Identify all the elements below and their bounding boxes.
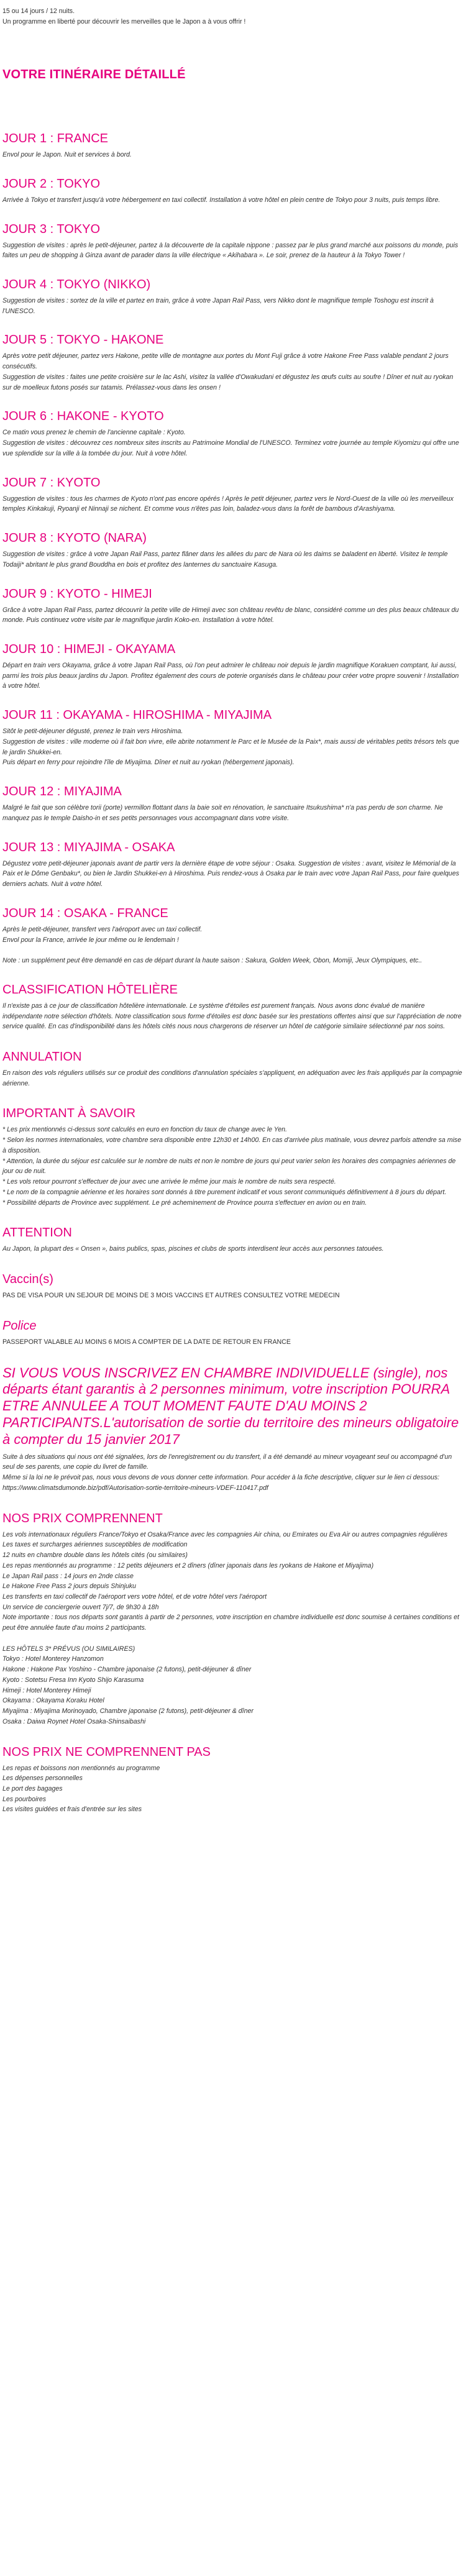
list-item: Les transferts en taxi collectif de l'aéroport vers votre hôtel, et de votre hôtel vers l'aéroport: [2, 1593, 267, 1601]
day-block: [2, 906, 464, 966]
day-text: Après le petit-déjeuner, transfert vers l'aéroport avec un taxi collectif.: [2, 925, 203, 933]
section-police: [2, 1318, 464, 1348]
section-included: [2, 1511, 464, 1727]
section-line: * Attention, la durée du séjour est calculée sur le nombre de nuits et non le nombre de jours qui peut varier selon les horaires des compagnies aériennes de jour ou de nuit.: [2, 1157, 456, 1176]
day-block: [2, 642, 464, 692]
day-text: Grâce à votre Japan Rail Pass, partez découvrir la petite ville de Himeji avec son château revêtu de blanc, considéré comme un des plus beaux châteaux du monde. Puis continuez votre visite par le magnifique jardin Koko-en. Installation à votre hôtel.: [2, 606, 459, 624]
day-text: Sitôt le petit-déjeuner dégusté, prenez le train vers Hiroshima.: [2, 728, 183, 736]
day-title: JOUR 11 : OKAYAMA - HIROSHIMA - MIYAJIMA: [2, 708, 272, 723]
day-block: [2, 587, 464, 626]
day-text: Après votre petit déjeuner, partez vers Hakone, petite ville de montagne aux portes du Mont Fuji grâce à votre Hakone Free Pass valable pendant 2 jours consécutifs.: [2, 352, 449, 371]
main-title: VOTRE ITINÉRAIRE DÉTAILLÉ: [2, 68, 186, 82]
section-text: En raison des vols réguliers utilisés sur ce produit des conditions d'annulation spéciales s'appliquent, en adéquation avec les frais appliqués par la compagnie aérienne.: [2, 1069, 462, 1087]
section-classification: [2, 982, 464, 1032]
day-title: JOUR 3 : TOKYO: [2, 222, 101, 236]
day-text: Suggestion de visites : grâce à votre Japan Rail Pass, partez flâner dans les allées du parc de Nara où les daims se baladent en liberté. Visitez le temple Todaiji* abritant le plus grand Bouddha en bois et profitez des lanternes du sanctuaire Kasuga.: [2, 550, 448, 569]
list-item: Kyoto : Sotetsu Fresa Inn Kyoto Shijo Karasuma: [2, 1676, 144, 1684]
section-single-room-warning: [2, 1365, 464, 1494]
list-item: Les taxes et surcharges aériennes susceptibles de modification: [2, 1541, 188, 1549]
list-item: 12 nuits en chambre double dans les hôtels cités (ou similaires): [2, 1551, 188, 1560]
section-line: Même si la loi ne le prévoit pas, nous vous devons de vous donner cette information. Pour accéder à la fiche descriptive, cliquer sur le lien ci dessous:: [2, 1474, 440, 1482]
section-title: Police: [2, 1318, 37, 1333]
list-item: Le Japan Rail pass : 14 jours en 2nde classe: [2, 1572, 134, 1580]
list-item: Le Hakone Free Pass 2 jours depuis Shinjuku: [2, 1583, 136, 1591]
day-text: Malgré le fait que son célèbre torii (porte) vermillon flottant dans la baie soit en rénovation, le sanctuaire Itsukushima* n'a pas perdu de son charme. Ne manquez pas le temple Daisho-in et ses petits personnages vous accompagnant dans votre visite.: [2, 804, 443, 822]
list-item: Le port des bagages: [2, 1785, 63, 1793]
section-line: * Possibilité départs de Province avec supplément. Le pré acheminement de Province pourra s'effectuer en avion ou en train.: [2, 1199, 367, 1207]
day-title: JOUR 13 : MIYAJIMA - OSAKA: [2, 840, 175, 854]
day-text: Départ en train vers Okayama, grâce à votre Japan Rail Pass, où l'on peut admirer le château noir depuis le jardin magnifique Korakuen comptant, lui aussi, parmi les trois plus beaux jardins du Japon. Profitez également des cours de poterie organisés dans le château pour créer votre propre souvenir ! Installation à votre hôtel.: [2, 662, 459, 690]
day-text: [2, 945, 464, 956]
day-text: Envol pour la France, arrivée le jour même ou le lendemain !: [2, 936, 179, 944]
section-title: NOS PRIX NE COMPRENNENT PAS: [2, 1745, 211, 1759]
day-text: Puis départ en ferry pour rejoindre l'île de Miyajima. Dîner et nuit au ryokan (hébergement japonais).: [2, 759, 295, 767]
list-item: Okayama : Okayama Koraku Hotel: [2, 1697, 104, 1705]
list-item: Tokyo : Hotel Monterey Hanzomon: [2, 1655, 104, 1663]
day-block: [2, 176, 464, 206]
list-item: Hakone : Hakone Pax Yoshino - Chambre japonaise (2 futons), petit-déjeuner & dîner: [2, 1666, 252, 1674]
list-item: Les repas et boissons non mentionnés au programme: [2, 1764, 160, 1772]
list-item: Les pourboires: [2, 1795, 47, 1803]
section-title: CLASSIFICATION HÔTELIÈRE: [2, 982, 178, 997]
day-title: JOUR 6 : HAKONE - KYOTO: [2, 409, 164, 424]
list-item: Note importante : tous nos départs sont garantis à partir de 2 personnes, votre inscription en chambre individuelle est donc soumise à certaines conditions et peut être annulée faute d'au moins 2 participants.: [2, 1614, 459, 1632]
day-block: [2, 131, 464, 160]
section-title: NOS PRIX COMPRENNENT: [2, 1511, 163, 1525]
day-block: [2, 531, 464, 570]
day-title: JOUR 14 : OSAKA - FRANCE: [2, 906, 168, 920]
minors-authorization-link[interactable]: https://www.climatsdumonde.biz/pdf/Autorisation-sortie-territoire-mineurs-VDEF-110417.pdf: [2, 1484, 268, 1492]
list-item: Les visites guidées et frais d'entrée sur les sites: [2, 1806, 142, 1814]
day-text: Suggestion de visites : après le petit-déjeuner, partez à la découverte de la capitale nippone : passez par le plus grand marché aux poissons du monde, puis faites un peu de shopping à Ginza avant de parader dans la ville électrique « Akihabara ». Le soir, prenez de la hauteur à la Tokyo Tower !: [2, 241, 459, 260]
section-title: SI VOUS VOUS INSCRIVEZ EN CHAMBRE INDIVIDUELLE (single), nos départs étant garantis à 2 personnes minimum, votre inscription POURRA ETRE ANNULEE A TOUT MOMENT FAUTE D'AU MOINS 2 PARTICIPANTS.L'autorisation de sortie du territoire des mineurs obligatoire à compter du 15 janvier 2017: [2, 1364, 459, 1447]
day-title: JOUR 10 : HIMEJI - OKAYAMA: [2, 642, 176, 657]
section-important: [2, 1106, 464, 1208]
day-text: Suggestion de visites : sortez de la ville et partez en train, grâce à votre Japan Rail Pass, vers Nikko dont le magnifique temple Toshogu est inscrit à l'UNESCO.: [2, 297, 434, 315]
day-text: Dégustez votre petit-déjeuner japonais avant de partir vers la dernière étape de votre séjour : Osaka. Suggestion de visites : avant, visitez le Mémorial de la Paix et le Dôme Genbaku*, ou bien le Jardin Shukkei-en à Hiroshima. Puis rendez-vous à Osaka par le train avec votre Japan Rail Pass, pour faire quelques derniers achats. Nuit à votre hôtel.: [2, 859, 459, 888]
day-text: Suggestion de visites : tous les charmes de Kyoto n'ont pas encore opérés ! Après le petit déjeuner, partez vers le Nord-Ouest de la ville où les merveilleux temples Kinkakuji, Ryoanji et Ninnaji se nichent. Et comme vous n'êtes pas loin, baladez-vous dans la forêt de bambous d'Arashiyama.: [2, 495, 454, 513]
section-text: Il n'existe pas à ce jour de classification hôtelière internationale. Le système d'étoiles est purement français. Nous avons donc évalué de manière indépendante notre sélection d'hôtels. Notre classification sous forme d'étoiles est donc basée sur les prestations offertes ainsi que sur l'appréciation de notre service qualité. En cas d'indisponibilité dans les hôtels cités nous nous chargerons de réserver un hôtel de catégorie similaire sélectionné par nos soins.: [2, 1002, 462, 1031]
section-line: Suite à des situations qui nous ont été signalées, lors de l'enregistrement ou du transfert, il a été demandé au mineur voyageant seul ou accompagné d'un seul de ses parents, une copie du livret de famille.: [2, 1453, 452, 1471]
intro-duration: 15 ou 14 jours / 12 nuits.: [2, 7, 75, 15]
list-item: LES HÔTELS 3* PRÉVUS (OU SIMILAIRES): [2, 1645, 135, 1653]
day-text: Note : un supplément peut être demandé en cas de départ durant la haute saison : Sakura, Golden Week, Obon, Momiji, Jeux Olympiques, etc..: [2, 957, 423, 965]
section-title: Vaccin(s): [2, 1272, 53, 1287]
day-title: JOUR 4 : TOKYO (NIKKO): [2, 278, 151, 291]
included-list: [2, 1530, 464, 1727]
list-item: [2, 1633, 464, 1644]
list-item: Un service de conciergerie ouvert 7j/7, de 9h30 à 18h: [2, 1603, 159, 1611]
day-block: [2, 708, 464, 768]
list-item: Miyajima : Miyajima Morinoyado, Chambre japonaise (2 futons), petit-déjeuner & dîner: [2, 1707, 254, 1715]
section-line: * Selon les normes internationales, votre chambre sera disponible entre 12h30 et 14h00. En cas d'arrivée plus matinale, vous devrez parfois attendre sa mise à disposition.: [2, 1136, 462, 1154]
day-block: [2, 222, 464, 261]
day-title: JOUR 12 : MIYAJIMA: [2, 785, 122, 799]
day-title: JOUR 1 : FRANCE: [2, 132, 109, 146]
section-text: Au Japon, la plupart des « Onsen », bains publics, spas, piscines et clubs de sports interdisent leur accès aux personnes tatouées.: [2, 1245, 384, 1253]
list-item: Osaka : Daiwa Roynet Hotel Osaka-Shinsaibashi: [2, 1717, 146, 1725]
list-item: Les repas mentionnés au programme : 12 petits déjeuners et 2 dîners (dîner japonais dans les ryokans de Hakone et Miyajima): [2, 1561, 374, 1569]
day-block: [2, 784, 464, 823]
day-block: [2, 475, 464, 514]
day-text: Ce matin vous prenez le chemin de l'ancienne capitale : Kyoto.: [2, 429, 186, 437]
section-attention: [2, 1225, 464, 1254]
day-text: Suggestion de visites : ville moderne où il fait bon vivre, elle abrite notamment le Parc et le Musée de la Paix*, mais aussi de véritables petits trésors tels que le jardin Shukkei-en.: [2, 738, 459, 756]
day-block: [2, 409, 464, 459]
day-block: [2, 332, 464, 393]
section-line: * Les vols retour pourront s'effectuer de jour avec une arrivée le même jour mais le nombre de nuits sera respecté.: [2, 1178, 336, 1186]
day-title: JOUR 9 : KYOTO - HIMEJI: [2, 587, 152, 601]
section-excluded: [2, 1745, 464, 1816]
section-vaccin: [2, 1272, 464, 1301]
list-item: Les dépenses personnelles: [2, 1774, 83, 1783]
day-title: JOUR 5 : TOKYO - HAKONE: [2, 333, 164, 347]
days-list: [2, 131, 464, 966]
section-annulation: [2, 1049, 464, 1089]
day-block: [2, 277, 464, 316]
day-title: JOUR 7 : KYOTO: [2, 475, 101, 490]
section-text: PAS DE VISA POUR UN SEJOUR DE MOINS DE 3 MOIS VACCINS ET AUTRES CONSULTEZ VOTRE MEDECIN: [2, 1292, 340, 1300]
section-title: ATTENTION: [2, 1226, 72, 1240]
section-text: PASSEPORT VALABLE AU MOINS 6 MOIS A COMPTER DE LA DATE DE RETOUR EN FRANCE: [2, 1338, 291, 1346]
day-title: JOUR 8 : KYOTO (NARA): [2, 531, 147, 546]
list-item: Les vols internationaux réguliers France/Tokyo et Osaka/France avec les compagnies Air china, ou Emirates ou Eva Air ou autres compagnies régulières: [2, 1530, 448, 1538]
day-text: Arrivée à Tokyo et transfert jusqu'à votre hébergement en taxi collectif. Installation à votre hôtel en plein centre de Tokyo pour 3 nuits, puis temps libre.: [2, 196, 441, 204]
section-line: * Les prix mentionnés ci-dessus sont calculés en euro en fonction du taux de change avec le Yen.: [2, 1126, 287, 1134]
day-text: Suggestion de visites : découvrez ces nombreux sites inscrits au Patrimoine Mondial de l'UNESCO. Terminez votre journée au temple Kiyomizu qui offre une vue splendide sur la ville à la tombée du jour. Nuit à votre hôtel.: [2, 439, 459, 457]
day-text: Suggestion de visites : faites une petite croisière sur le lac Ashi, visitez la vallée d'Owakudani et dégustez les œufs cuits au soufre ! Dîner et nuit au ryokan sur de moelleux futons posés sur tatamis. Prélassez-vous dans les onsen !: [2, 373, 454, 391]
section-line: * Le nom de la compagnie aérienne et les horaires sont donnés à titre purement indicatif et vous seront communiqués définitivement à 8 jours du départ.: [2, 1188, 447, 1196]
day-title: JOUR 2 : TOKYO: [2, 176, 101, 191]
list-item: Himeji : Hotel Monterey Himeji: [2, 1686, 91, 1694]
day-block: [2, 840, 464, 890]
intro-tagline: Un programme en liberté pour découvrir les merveilles que le Japon a à vous offrir !: [2, 17, 246, 25]
section-title: ANNULATION: [2, 1049, 82, 1064]
intro: [2, 6, 464, 27]
day-text: Envol pour le Japon. Nuit et services à bord.: [2, 151, 132, 159]
section-title: IMPORTANT À SAVOIR: [2, 1107, 136, 1121]
excluded-list: [2, 1763, 464, 1816]
